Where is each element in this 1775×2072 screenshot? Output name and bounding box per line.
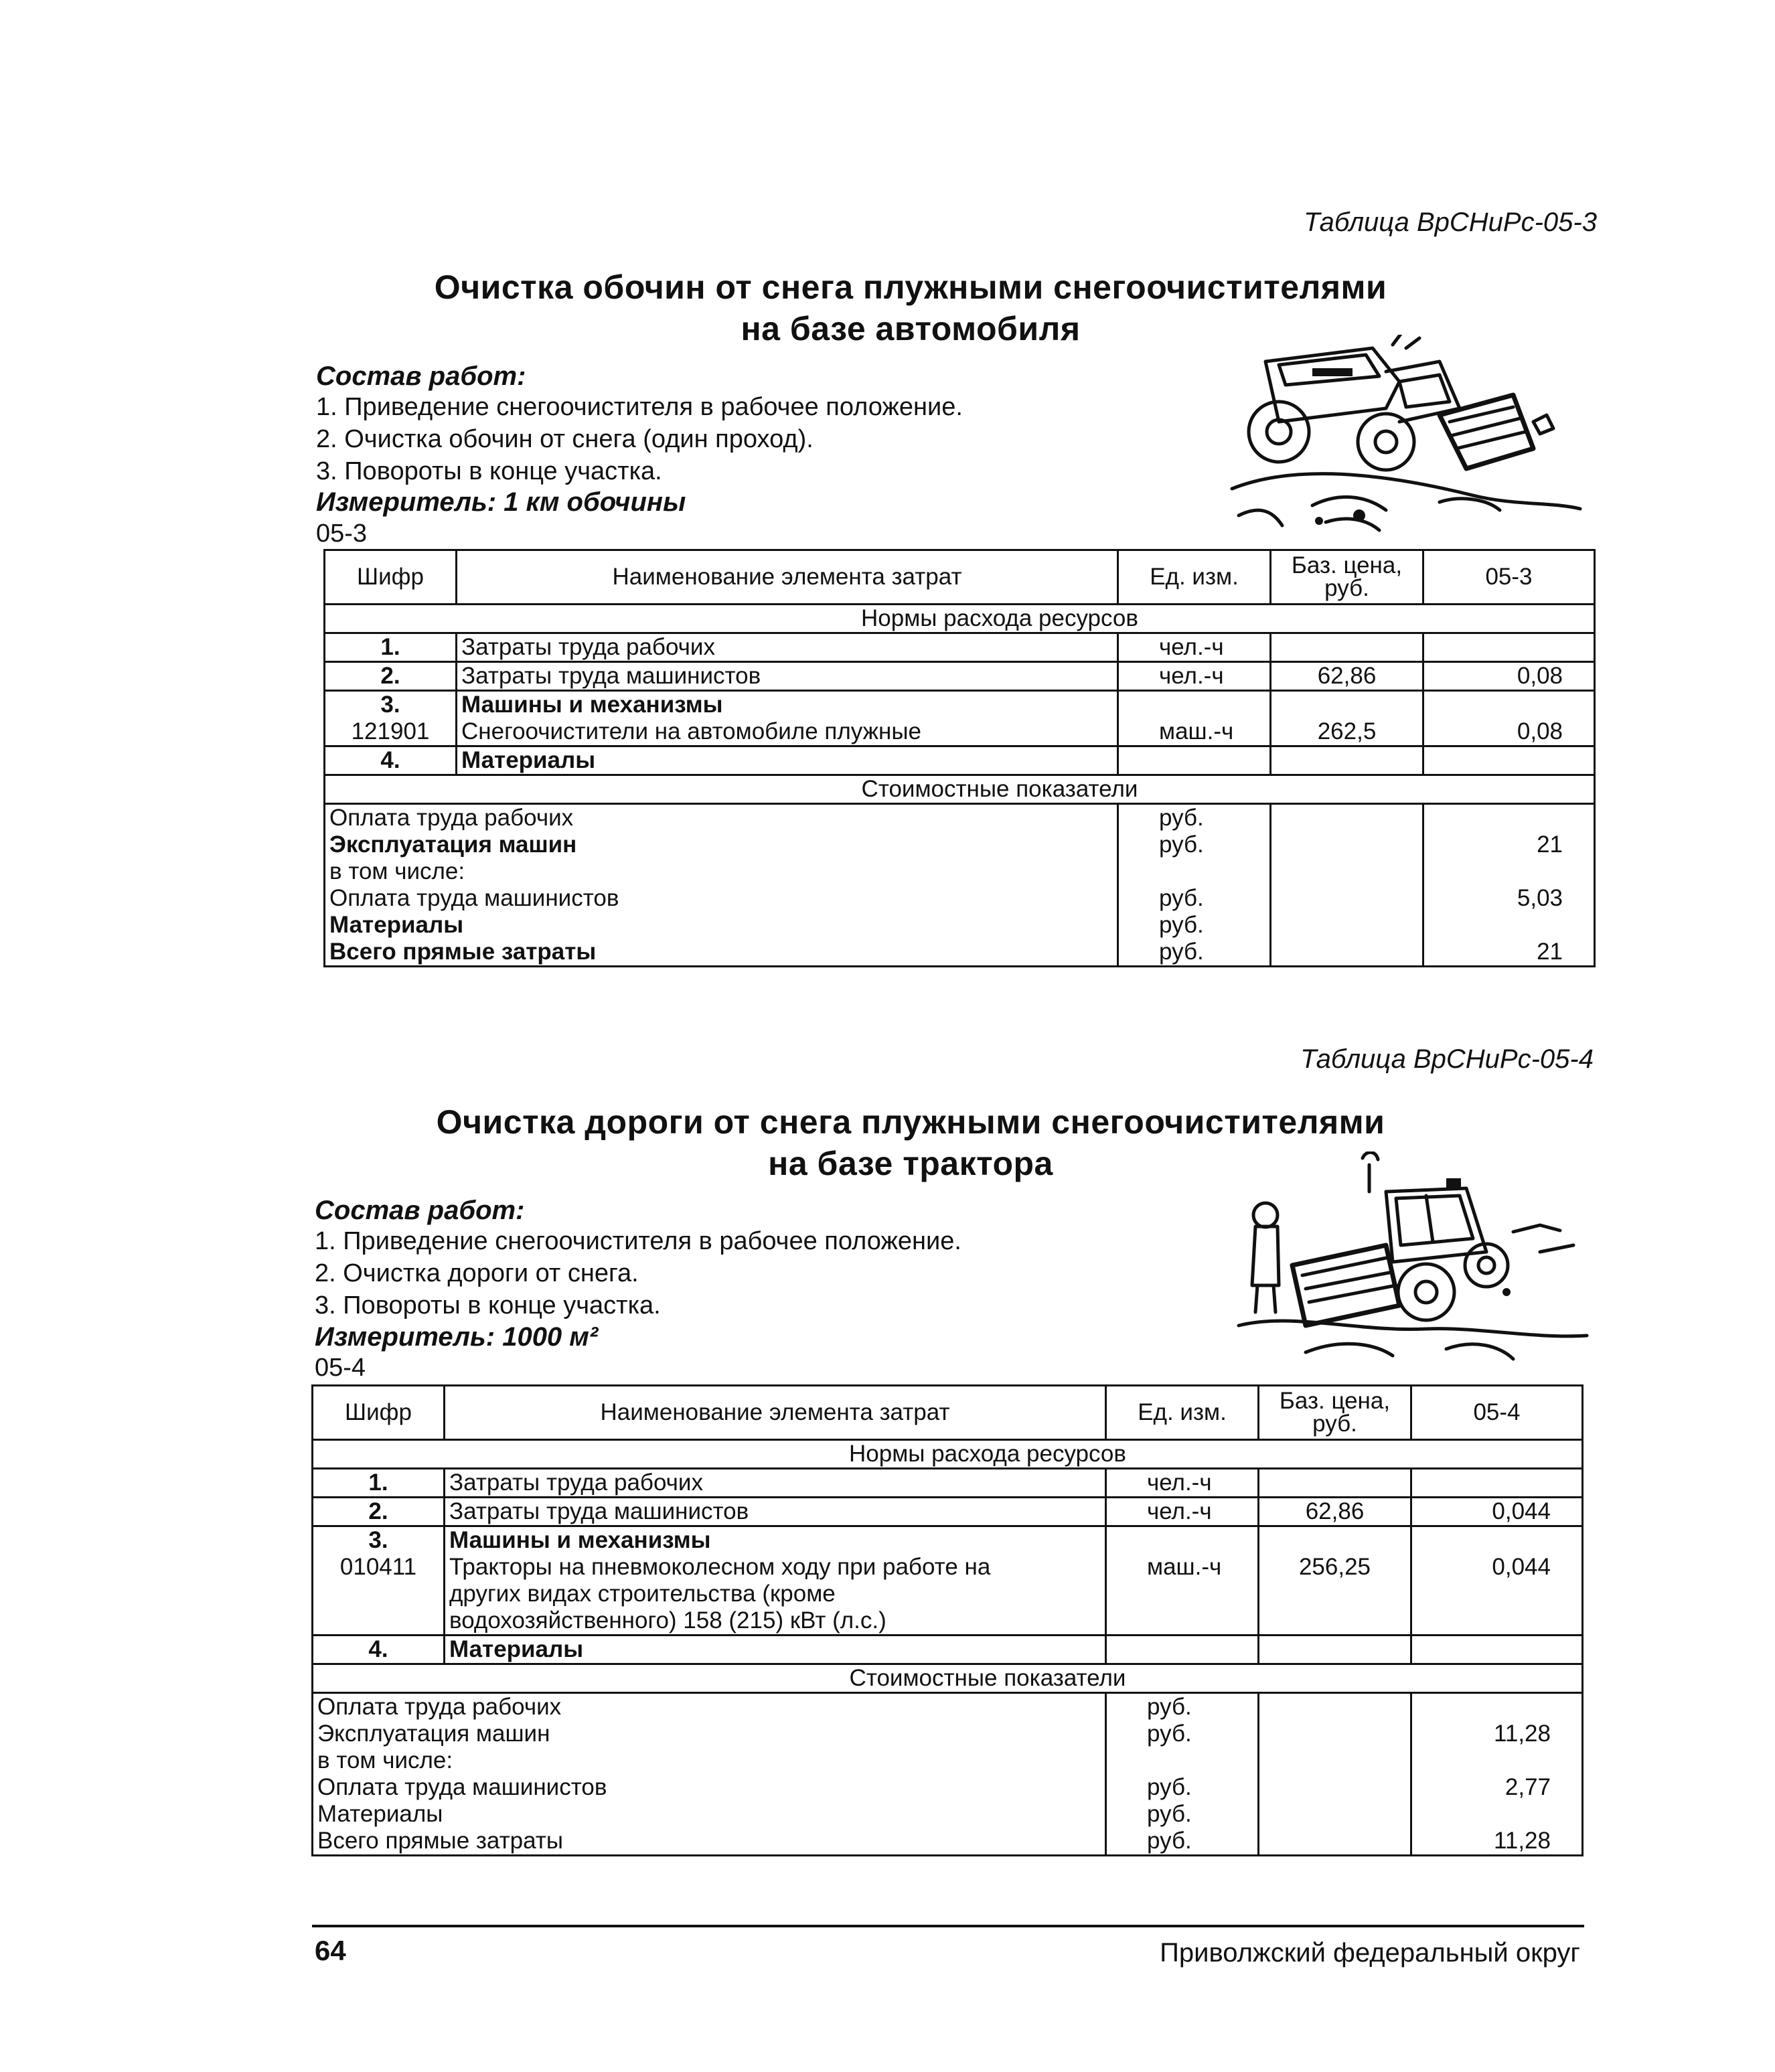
cost-value: 21 [1423, 939, 1595, 967]
band-norms [313, 1440, 1583, 1469]
row-unit: чел.-ч [1118, 633, 1271, 662]
row-value: 0,08 [1423, 718, 1595, 746]
table-row [325, 633, 1595, 662]
table-row [325, 662, 1595, 691]
cost-row [325, 939, 1595, 967]
row-unit [1106, 1636, 1259, 1664]
col-header-price-line2: руб. [1312, 1411, 1357, 1437]
work-steps [315, 1225, 961, 1322]
work-composition-label: Состав работ: [316, 362, 526, 391]
cost-name: Материалы [313, 1801, 1106, 1828]
cost-price [1259, 1747, 1411, 1774]
row-code: 121901 [325, 718, 457, 746]
cost-value [1423, 858, 1595, 885]
col-header-unit: Ед. изм. [1106, 1386, 1259, 1440]
table-row [313, 1498, 1583, 1526]
table-label: Таблица ВрСНиРс-05-4 [1300, 1044, 1594, 1074]
work-step: 2. Очистка дороги от снега. [315, 1259, 639, 1287]
row-code: 010411 [313, 1554, 445, 1636]
col-header-unit: Ед. изм. [1118, 550, 1271, 605]
cost-price [1271, 939, 1423, 967]
cost-value: 11,28 [1411, 1721, 1583, 1747]
cost-name: Оплата труда машинистов [325, 885, 1118, 912]
col-header-price-line2: руб. [1324, 575, 1369, 601]
cost-value [1411, 1693, 1583, 1721]
section-title-line2: на базе автомобиля [741, 310, 1081, 347]
cost-value: 21 [1423, 831, 1595, 858]
cost-value: 5,03 [1423, 885, 1595, 912]
row-unit: чел.-ч [1106, 1469, 1259, 1498]
page-number: 64 [315, 1935, 346, 1966]
band-norms-label: Нормы расхода ресурсов [849, 1441, 1126, 1467]
work-composition-label: Состав работ: [315, 1196, 525, 1225]
meter-label: Измеритель: 1 км обочины [316, 487, 686, 517]
row-code: 1. [325, 633, 457, 662]
row-name: Материалы [445, 1636, 1106, 1664]
cost-price [1259, 1828, 1411, 1856]
row-unit: маш.-ч [1106, 1554, 1259, 1636]
row-name: Материалы [457, 746, 1118, 775]
cost-price [1259, 1693, 1411, 1721]
cost-row [313, 1693, 1583, 1721]
col-header-price [1271, 550, 1423, 605]
row-value: 0,08 [1423, 662, 1595, 691]
cost-name: Оплата труда машинистов [313, 1774, 1106, 1801]
row-name: Затраты труда машинистов [445, 1498, 1106, 1526]
band-norms-label: Нормы расхода ресурсов [861, 605, 1138, 631]
row-price: 256,25 [1259, 1554, 1411, 1636]
work-step: 3. Повороты в конце участка. [316, 457, 662, 485]
norms-table [311, 1384, 1584, 1856]
cost-row [313, 1747, 1583, 1774]
work-step: 2. Очистка обочин от снега (один проход). [316, 425, 814, 453]
cost-price [1271, 858, 1423, 885]
row-name: Затраты труда машинистов [457, 662, 1118, 691]
row-unit: маш.-ч [1118, 718, 1271, 746]
cost-name: в том числе: [325, 858, 1118, 885]
row-price [1271, 633, 1423, 662]
cost-name: Оплата труда рабочих [313, 1693, 1106, 1721]
cost-price [1259, 1774, 1411, 1801]
col-header-price-line1: Баз. цена, [1291, 552, 1403, 578]
table-row [313, 1554, 1583, 1636]
norms-table [323, 549, 1596, 967]
cost-name: Оплата труда рабочих [325, 804, 1118, 832]
row-value [1423, 746, 1595, 775]
row-code: 3. [325, 691, 457, 719]
cost-value: 2,77 [1411, 1774, 1583, 1801]
row-price: 262,5 [1271, 718, 1423, 746]
col-header-value: 05-3 [1423, 550, 1595, 605]
cost-row [325, 831, 1595, 858]
cost-unit: руб. [1106, 1693, 1259, 1721]
section-title-line1: Очистка дороги от снега плужными снегоочистителями [436, 1103, 1385, 1141]
row-price [1271, 691, 1423, 719]
row-value [1411, 1636, 1583, 1664]
row-price [1271, 746, 1423, 775]
cost-row [325, 804, 1595, 832]
cost-price [1259, 1801, 1411, 1828]
cost-unit [1118, 858, 1271, 885]
col-header-price [1259, 1386, 1411, 1440]
cost-name: Материалы [325, 912, 1118, 939]
row-name: Снегоочистители на автомобиле плужные [457, 718, 1118, 746]
cost-unit: руб. [1118, 831, 1271, 858]
cost-unit: руб. [1106, 1828, 1259, 1856]
table-row [313, 1469, 1583, 1498]
cost-row [325, 885, 1595, 912]
row-code: 1. [313, 1469, 445, 1498]
cost-price [1271, 831, 1423, 858]
row-value [1411, 1526, 1583, 1555]
row-price: 62,86 [1271, 662, 1423, 691]
row-unit: чел.-ч [1106, 1498, 1259, 1526]
row-code: 2. [325, 662, 457, 691]
row-unit: чел.-ч [1118, 662, 1271, 691]
cost-name: в том числе: [313, 1747, 1106, 1774]
row-unit [1118, 746, 1271, 775]
row-price [1259, 1469, 1411, 1498]
table-header-row [325, 550, 1595, 605]
row-code: 4. [313, 1636, 445, 1664]
row-value: 0,044 [1411, 1498, 1583, 1526]
row-name: Машины и механизмы [445, 1526, 1106, 1555]
section-title-line1: Очистка обочин от снега плужными снегоочистителями [434, 268, 1387, 306]
col-header-value: 05-4 [1411, 1386, 1583, 1440]
table-row [313, 1636, 1583, 1664]
col-header-code: Шифр [325, 550, 457, 605]
snowplow-truck-illustration [1219, 335, 1594, 542]
cost-value [1423, 804, 1595, 832]
cost-row [313, 1774, 1583, 1801]
row-unit [1106, 1526, 1259, 1555]
row-code: 4. [325, 746, 457, 775]
row-value [1423, 691, 1595, 719]
cost-value [1411, 1747, 1583, 1774]
row-code: 2. [313, 1498, 445, 1526]
row-name: Затраты труда рабочих [445, 1469, 1106, 1498]
row-value [1411, 1469, 1583, 1498]
section-title-line2: на базе трактора [768, 1145, 1053, 1182]
meter-label: Измеритель: 1000 м² [315, 1322, 599, 1352]
table-label: Таблица ВрСНиРс-05-3 [1304, 208, 1597, 237]
work-step: 3. Повороты в конце участка. [315, 1291, 661, 1320]
cost-unit: руб. [1106, 1774, 1259, 1801]
cost-name: Эксплуатация машин [313, 1721, 1106, 1747]
cost-price [1259, 1721, 1411, 1747]
row-price [1259, 1526, 1411, 1555]
row-price: 62,86 [1259, 1498, 1411, 1526]
cost-unit: руб. [1118, 804, 1271, 832]
row-unit [1118, 691, 1271, 719]
table-header-row [313, 1386, 1583, 1440]
cost-row [325, 858, 1595, 885]
cost-price [1271, 885, 1423, 912]
col-header-price-line1: Баз. цена, [1279, 1388, 1391, 1414]
cost-value [1411, 1801, 1583, 1828]
cost-name: Всего прямые затраты [313, 1828, 1106, 1856]
cost-unit: руб. [1106, 1721, 1259, 1747]
row-value [1423, 633, 1595, 662]
tractor-snowplow-illustration [1225, 1151, 1600, 1372]
footer-region: Приволжский федеральный округ [1160, 1938, 1580, 1968]
row-name: Затраты труда рабочих [457, 633, 1118, 662]
cost-unit [1106, 1747, 1259, 1774]
band-costs [313, 1664, 1583, 1693]
band-norms [325, 605, 1595, 633]
work-step: 1. Приведение снегоочистителя в рабочее положение. [315, 1227, 961, 1255]
cost-unit: руб. [1106, 1801, 1259, 1828]
row-name: Машины и механизмы [457, 691, 1118, 719]
table-row [325, 718, 1595, 746]
table-row [325, 691, 1595, 719]
row-value: 0,044 [1411, 1554, 1583, 1636]
col-header-name: Наименование элемента затрат [457, 550, 1118, 605]
band-costs-label: Стоимостные показатели [849, 1665, 1126, 1691]
row-price [1259, 1636, 1411, 1664]
footer-divider [312, 1925, 1584, 1927]
work-steps [316, 391, 963, 487]
col-header-name: Наименование элемента затрат [445, 1386, 1106, 1440]
cost-name: Эксплуатация машин [325, 831, 1118, 858]
cost-price [1271, 912, 1423, 939]
col-header-code: Шифр [313, 1386, 445, 1440]
cost-unit: руб. [1118, 939, 1271, 967]
table-row [313, 1526, 1583, 1555]
table-code: 05-3 [316, 520, 368, 548]
band-costs-label: Стоимостные показатели [861, 776, 1138, 802]
cost-unit: руб. [1118, 885, 1271, 912]
table-row [325, 746, 1595, 775]
cost-value: 11,28 [1411, 1828, 1583, 1856]
cost-value [1423, 912, 1595, 939]
cost-row [313, 1801, 1583, 1828]
work-step: 1. Приведение снегоочистителя в рабочее положение. [316, 393, 963, 421]
row-name: Тракторы на пневмоколесном ходу при работе на других видах строительства (кроме водохозяйственного) 158 (215) кВт (л.с.) [445, 1554, 1106, 1636]
cost-row [313, 1721, 1583, 1747]
cost-name: Всего прямые затраты [325, 939, 1118, 967]
cost-row [325, 912, 1595, 939]
cost-price [1271, 804, 1423, 832]
table-code: 05-4 [315, 1354, 366, 1382]
row-code: 3. [313, 1526, 445, 1555]
cost-unit: руб. [1118, 912, 1271, 939]
cost-row [313, 1828, 1583, 1856]
band-costs [325, 775, 1595, 804]
